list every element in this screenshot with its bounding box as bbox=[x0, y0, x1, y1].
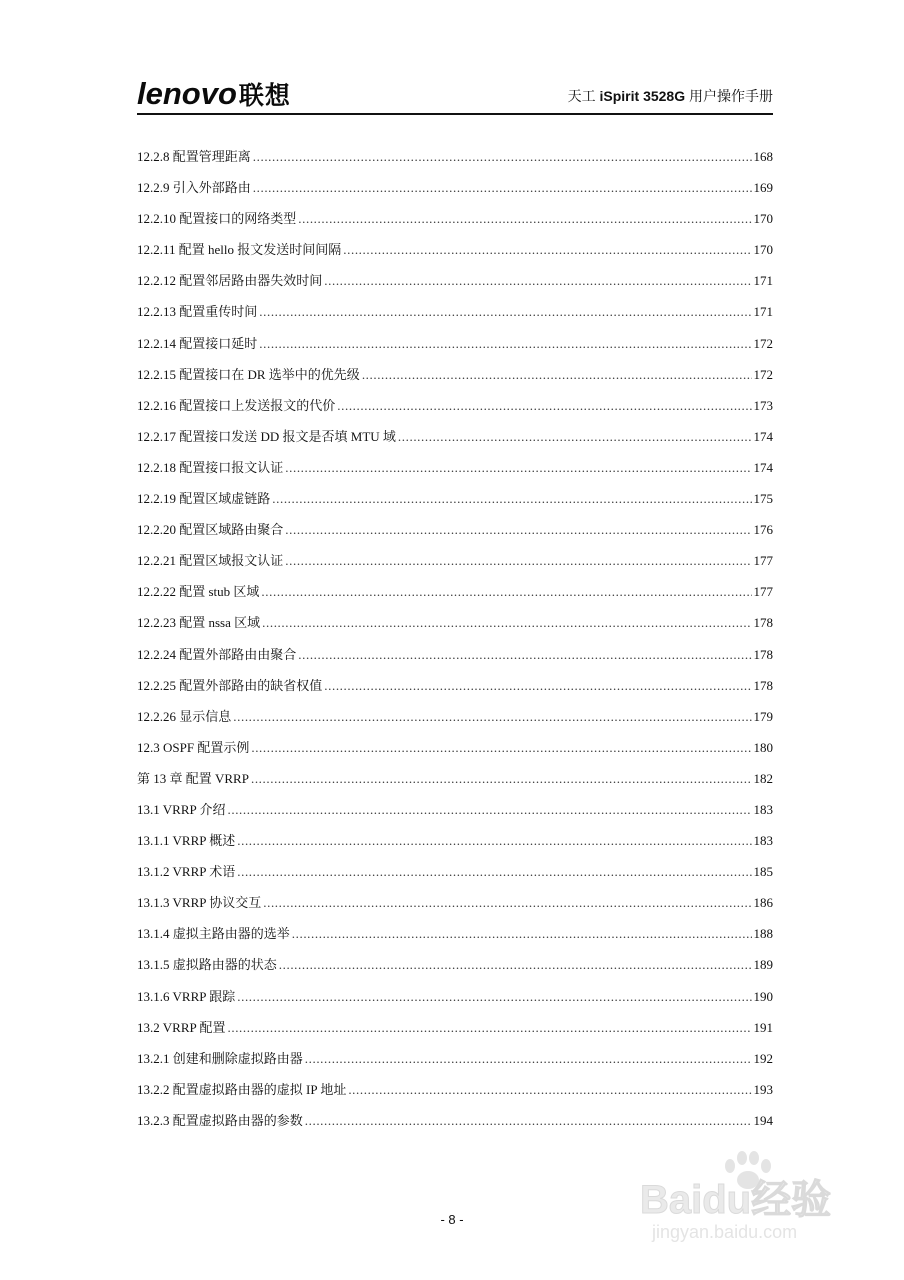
toc-entry[interactable] bbox=[137, 892, 773, 923]
toc-entry[interactable] bbox=[137, 270, 773, 301]
toc-entry-page: 189 bbox=[753, 957, 773, 973]
toc-leader-dots bbox=[398, 429, 752, 445]
toc-entry-title: 13.2.3 配置虚拟路由器的参数 bbox=[137, 1112, 303, 1128]
toc-leader-dots bbox=[237, 864, 751, 880]
toc-entry[interactable] bbox=[137, 954, 773, 985]
toc-entry[interactable] bbox=[137, 923, 773, 954]
toc-entry-page: 190 bbox=[753, 988, 773, 1004]
toc-leader-dots bbox=[324, 678, 751, 694]
manual-title-model: iSpirit 3528G bbox=[599, 88, 686, 104]
toc-leader-dots bbox=[237, 833, 751, 849]
toc-entry[interactable] bbox=[137, 550, 773, 581]
toc-entry-title: 12.2.22 配置 stub 区域 bbox=[137, 584, 260, 600]
toc-entry-page: 185 bbox=[753, 864, 773, 880]
toc-entry-page: 171 bbox=[753, 304, 773, 320]
manual-title bbox=[568, 86, 773, 106]
toc-entry-title: 12.2.23 配置 nssa 区域 bbox=[137, 615, 261, 631]
toc-entry[interactable] bbox=[137, 768, 773, 799]
toc-entry-title: 12.2.20 配置区域路由聚合 bbox=[137, 522, 284, 538]
toc-entry-page: 175 bbox=[753, 491, 773, 507]
toc-entry-page: 174 bbox=[753, 428, 773, 444]
toc-entry-title: 12.2.8 配置管理距离 bbox=[137, 149, 251, 164]
toc-entry-page: 168 bbox=[753, 149, 773, 164]
toc-leader-dots bbox=[262, 615, 751, 631]
toc-entry-page: 178 bbox=[753, 646, 773, 662]
toc-leader-dots bbox=[285, 553, 751, 569]
toc-entry-title: 12.2.21 配置区域报文认证 bbox=[137, 553, 284, 569]
toc-leader-dots bbox=[292, 926, 752, 942]
toc-entry[interactable] bbox=[137, 239, 773, 270]
toc-entry-page: 194 bbox=[753, 1112, 773, 1128]
toc-entry-page: 192 bbox=[753, 1050, 773, 1066]
toc-entry[interactable] bbox=[137, 706, 773, 737]
toc-entry[interactable] bbox=[137, 737, 773, 768]
toc-entry-page: 172 bbox=[753, 335, 773, 351]
toc-leader-dots bbox=[237, 989, 751, 1005]
watermark-url: jingyan.baidu.com bbox=[652, 1222, 798, 1242]
toc-entry[interactable] bbox=[137, 519, 773, 550]
toc-entry[interactable] bbox=[137, 364, 773, 395]
toc-leader-dots bbox=[253, 149, 752, 165]
toc-entry-page: 180 bbox=[753, 739, 773, 755]
toc-entry-page: 176 bbox=[753, 522, 773, 538]
watermark-jingyan: 经验 bbox=[751, 1178, 832, 1222]
toc-leader-dots bbox=[343, 242, 751, 258]
table-of-contents bbox=[137, 146, 773, 1141]
toc-entry-title: 12.2.10 配置接口的网络类型 bbox=[137, 211, 297, 227]
toc-entry-page: 170 bbox=[753, 211, 773, 227]
toc-entry-title: 12.2.11 配置 hello 报文发送时间间隔 bbox=[137, 242, 342, 258]
toc-entry[interactable] bbox=[137, 333, 773, 364]
toc-entry[interactable] bbox=[137, 675, 773, 706]
toc-entry-title: 12.2.24 配置外部路由由聚合 bbox=[137, 646, 297, 662]
watermark-du: du bbox=[702, 1178, 752, 1222]
toc-entry-title: 12.3 OSPF 配置示例 bbox=[137, 739, 250, 755]
watermark-brand bbox=[640, 1168, 831, 1225]
toc-leader-dots bbox=[279, 957, 752, 973]
toc-entry[interactable] bbox=[137, 799, 773, 830]
toc-entry[interactable] bbox=[137, 457, 773, 488]
toc-leader-dots bbox=[324, 273, 751, 289]
toc-entry-title: 13.2 VRRP 配置 bbox=[137, 1019, 226, 1035]
toc-entry-page: 182 bbox=[753, 770, 773, 786]
toc-entry[interactable] bbox=[137, 986, 773, 1017]
toc-entry[interactable] bbox=[137, 395, 773, 426]
toc-leader-dots bbox=[272, 491, 751, 507]
toc-entry-title: 第 13 章 配置 VRRP bbox=[137, 770, 249, 786]
toc-entry-page: 179 bbox=[753, 708, 773, 724]
toc-leader-dots bbox=[285, 460, 751, 476]
toc-leader-dots bbox=[233, 709, 751, 725]
toc-leader-dots bbox=[298, 647, 751, 663]
toc-entry[interactable] bbox=[137, 1110, 773, 1141]
header-divider bbox=[137, 113, 773, 115]
toc-leader-dots bbox=[263, 895, 751, 911]
toc-leader-dots bbox=[259, 304, 751, 320]
toc-entry[interactable] bbox=[137, 146, 773, 177]
toc-entry-title: 12.2.14 配置接口延时 bbox=[137, 335, 258, 351]
toc-leader-dots bbox=[251, 771, 752, 787]
page-header bbox=[137, 70, 773, 114]
toc-entry-page: 169 bbox=[753, 180, 773, 196]
toc-entry[interactable] bbox=[137, 208, 773, 239]
lenovo-logo bbox=[137, 78, 291, 109]
toc-entry-title: 12.2.17 配置接口发送 DD 报文是否填 MTU 域 bbox=[137, 428, 396, 444]
toc-entry-title: 13.1.6 VRRP 跟踪 bbox=[137, 988, 236, 1004]
toc-leader-dots bbox=[362, 367, 752, 383]
toc-entry[interactable] bbox=[137, 488, 773, 519]
toc-entry-page: 170 bbox=[753, 242, 773, 258]
toc-entry-title: 13.1.3 VRRP 协议交互 bbox=[137, 895, 262, 911]
toc-entry-page: 178 bbox=[753, 615, 773, 631]
toc-entry[interactable] bbox=[137, 301, 773, 332]
toc-leader-dots bbox=[305, 1051, 752, 1067]
logo-chinese: 联想 bbox=[238, 82, 291, 110]
toc-entry-page: 183 bbox=[753, 801, 773, 817]
toc-entry-title: 12.2.26 显示信息 bbox=[137, 708, 232, 724]
toc-entry-title: 12.2.19 配置区域虚链路 bbox=[137, 491, 271, 507]
toc-entry-page: 173 bbox=[753, 397, 773, 413]
toc-entry[interactable] bbox=[137, 830, 773, 861]
toc-leader-dots bbox=[337, 398, 751, 414]
toc-entry-title: 12.2.9 引入外部路由 bbox=[137, 180, 251, 196]
manual-title-prefix: 天工 bbox=[567, 88, 600, 104]
toc-entry-page: 188 bbox=[753, 926, 773, 942]
toc-entry-title: 13.1 VRRP 介绍 bbox=[137, 801, 226, 817]
toc-entry[interactable] bbox=[137, 1017, 773, 1048]
toc-entry[interactable] bbox=[137, 1079, 773, 1110]
toc-leader-dots bbox=[259, 336, 751, 352]
toc-entry[interactable] bbox=[137, 426, 773, 457]
toc-entry-title: 13.1.4 虚拟主路由器的选举 bbox=[137, 926, 290, 942]
toc-entry-page: 174 bbox=[753, 459, 773, 475]
toc-entry[interactable] bbox=[137, 612, 773, 643]
toc-entry[interactable] bbox=[137, 644, 773, 675]
manual-title-suffix: 用户操作手册 bbox=[685, 88, 773, 104]
toc-entry-page: 172 bbox=[753, 366, 773, 382]
toc-entry[interactable] bbox=[137, 1048, 773, 1079]
watermark-bai: Bai bbox=[640, 1178, 703, 1222]
toc-entry-title: 12.2.16 配置接口上发送报文的代价 bbox=[137, 397, 336, 413]
toc-entry[interactable] bbox=[137, 581, 773, 612]
toc-entry-title: 13.1.1 VRRP 概述 bbox=[137, 833, 236, 849]
toc-entry-page: 186 bbox=[753, 895, 773, 911]
toc-entry-page: 191 bbox=[753, 1019, 773, 1035]
toc-entry-page: 183 bbox=[753, 833, 773, 849]
toc-entry-page: 177 bbox=[753, 553, 773, 569]
toc-leader-dots bbox=[348, 1082, 751, 1098]
toc-entry[interactable] bbox=[137, 177, 773, 208]
toc-entry[interactable] bbox=[137, 861, 773, 892]
toc-leader-dots bbox=[305, 1113, 752, 1129]
toc-leader-dots bbox=[251, 740, 751, 756]
toc-entry-page: 178 bbox=[753, 677, 773, 693]
toc-leader-dots bbox=[253, 180, 752, 196]
toc-leader-dots bbox=[285, 522, 751, 538]
toc-entry-title: 13.2.2 配置虚拟路由器的虚拟 IP 地址 bbox=[137, 1081, 347, 1097]
toc-leader-dots bbox=[228, 1020, 752, 1036]
toc-entry-title: 12.2.25 配置外部路由的缺省权值 bbox=[137, 677, 323, 693]
toc-entry-title: 13.1.5 虚拟路由器的状态 bbox=[137, 957, 277, 973]
toc-leader-dots bbox=[228, 802, 752, 818]
logo-latin: lenovo bbox=[137, 76, 237, 111]
toc-entry-title: 13.2.1 创建和删除虚拟路由器 bbox=[137, 1050, 303, 1066]
toc-leader-dots bbox=[298, 211, 751, 227]
toc-entry-title: 12.2.18 配置接口报文认证 bbox=[137, 459, 284, 475]
toc-entry-title: 12.2.15 配置接口在 DR 选举中的优先级 bbox=[137, 366, 360, 382]
toc-entry-title: 13.1.2 VRRP 术语 bbox=[137, 864, 236, 880]
toc-entry-page: 177 bbox=[753, 584, 773, 600]
baidu-watermark bbox=[640, 1150, 850, 1260]
toc-entry-title: 12.2.12 配置邻居路由器失效时间 bbox=[137, 273, 323, 289]
toc-leader-dots bbox=[261, 584, 751, 600]
toc-entry-page: 171 bbox=[753, 273, 773, 289]
toc-entry-page: 193 bbox=[753, 1081, 773, 1097]
toc-entry-title: 12.2.13 配置重传时间 bbox=[137, 304, 258, 320]
page-number: - 8 - bbox=[440, 1212, 464, 1227]
